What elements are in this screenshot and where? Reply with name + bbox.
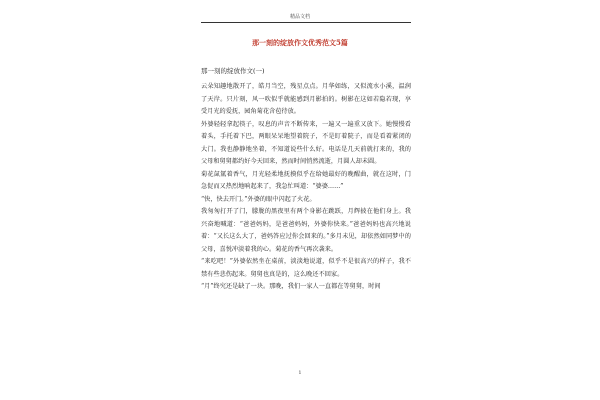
page-number: 1 — [298, 370, 302, 376]
paragraph: “月”终究还是缺了一块。那晚，我们一家人一直都在等舅舅，时间 — [201, 283, 381, 290]
header-label: 精品文档 — [289, 14, 310, 20]
paragraph: 菊花氤氲着香气，月光轻柔地抚摸似乎在给她最好的晚醒曲，就在这时，门急促而又热烈地响起来了，我急忙叫道：“婆婆……” — [201, 170, 411, 190]
header-divider — [201, 22, 411, 23]
document-title: 那一刻的绽放作文优秀范文5篇 — [252, 38, 348, 47]
paragraph: “来吃吧！”外婆依然坐在桌前，淡淡地说道，似乎不是很高兴的样子，我不禁有些悲伤起来。舅舅也真是的，这么晚还不回家。 — [201, 258, 411, 278]
document-body — [201, 81, 411, 294]
paragraph: “快，快去开门。”外婆的眼中闪起了火花。 — [201, 195, 316, 203]
paragraph: 外婆轻轻拿起筷子，叹息的声音不断传来，一遍又一遍重又放下。她慢慢看着头，手托着下巴，两眼呆呆地望着院子，不是盯着院子，而是看着紧闭的大门。我也静静地坐着，不知道说些什么好。电话是几天前就打来的，我的父母和舅舅都约好今天回来，然而时间悄然流逝，月圆人却未圆。 — [201, 120, 411, 165]
paragraph: 我匆匆打开了门，朦胧的黑夜里有两个身影在跳跃，月辉披在他们身上。我兴奋地喊道：“爸爸妈妈，是爸爸妈妈，外婆你快来。”爸爸妈妈也高兴地说着：“又长这么大了，爸妈答应过你会回来的。”多月未见，却依然如同梦中的父母，喜悦冲淡着我的心。菊花的香气再次袭来。 — [201, 208, 411, 253]
section-heading: 那一刻的绽放作文(一) — [201, 67, 265, 75]
paragraph: 云朵知趣地散开了，皓月当空，残星点点。月华如练，又似流水小溪，温润了天岸。只片刻，风一吹似乎就能感到月影拍的。树影在这如若隐若现，享受月光的爱抚，园角菊花含苞待放。 — [201, 83, 411, 115]
